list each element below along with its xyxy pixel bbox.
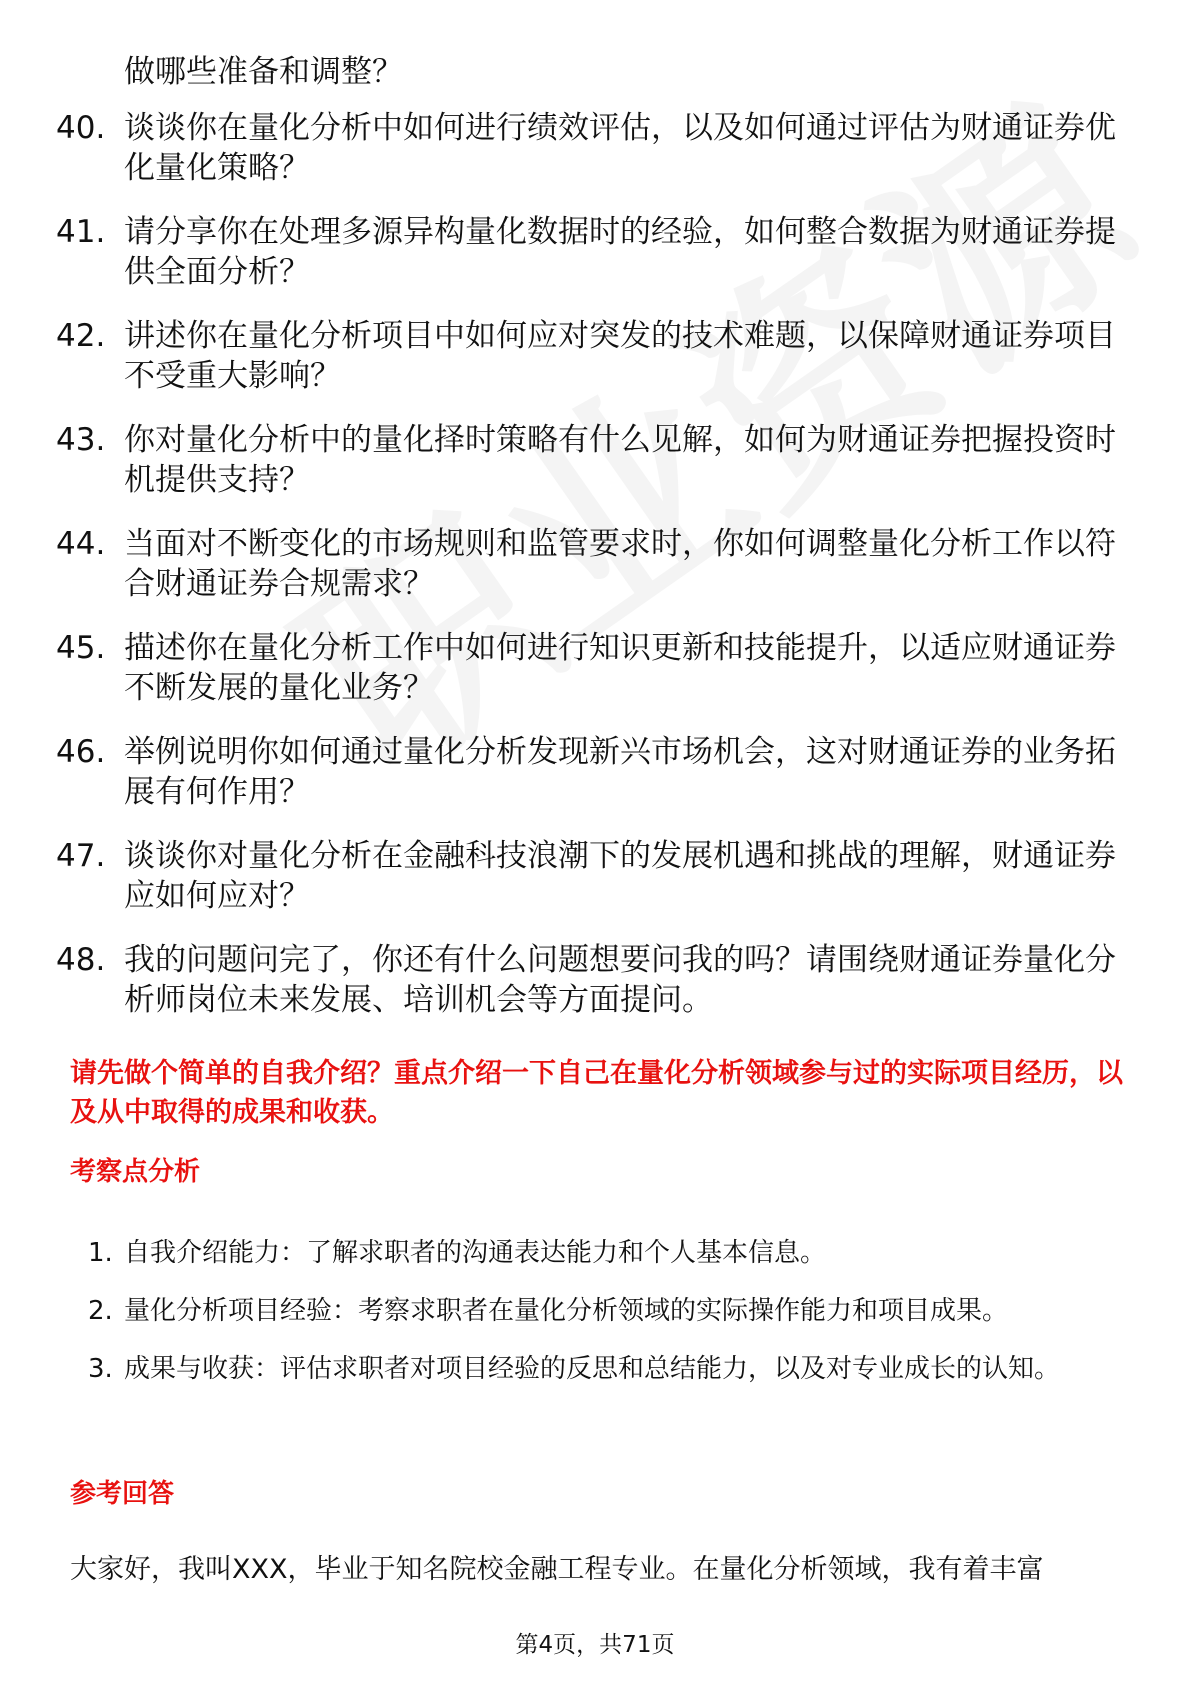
question-item bbox=[0, 628, 1120, 708]
question-number: 42. bbox=[56, 318, 106, 354]
question-item bbox=[0, 420, 1120, 500]
question-number: 48. bbox=[56, 942, 106, 978]
question-item bbox=[0, 316, 1120, 396]
question-number: 44. bbox=[56, 526, 106, 562]
question-item bbox=[0, 108, 1120, 188]
question-number: 41. bbox=[56, 214, 106, 250]
question-text: 举例说明你如何通过量化分析发现新兴市场机会，这对财通证券的业务拓展有何作用？ bbox=[124, 734, 1116, 810]
analysis-number: 2. bbox=[88, 1296, 113, 1326]
question-text: 我的问题问完了，你还有什么问题想要问我的吗？请围绕财通证券量化分析师岗位未来发展、培训机会等方面提问。 bbox=[124, 942, 1116, 1018]
question-item bbox=[0, 732, 1120, 812]
reference-heading: 参考回答 bbox=[70, 1479, 175, 1509]
analysis-item bbox=[0, 1283, 1120, 1339]
question-text: 当面对不断变化的市场规则和监管要求时，你如何调整量化分析工作以符合财通证券合规需求？ bbox=[124, 526, 1116, 602]
analysis-number: 1. bbox=[88, 1238, 113, 1268]
analysis-item bbox=[0, 1341, 1120, 1397]
question-item bbox=[0, 524, 1120, 604]
highlight-question: 请先做个简单的自我介绍？重点介绍一下自己在量化分析领域参与过的实际项目经历，以及从中取得的成果和收获。 bbox=[70, 1058, 1123, 1128]
continued-question-text: 做哪些准备和调整？ bbox=[124, 54, 403, 90]
analysis-text: 量化分析项目经验：考察求职者在量化分析领域的实际操作能力和项目成果。 bbox=[124, 1296, 1009, 1326]
question-text: 谈谈你在量化分析中如何进行绩效评估，以及如何通过评估为财通证券优化量化策略？ bbox=[124, 110, 1116, 186]
question-text: 请分享你在处理多源异构量化数据时的经验，如何整合数据为财通证券提供全面分析？ bbox=[124, 214, 1116, 290]
analysis-number: 3. bbox=[88, 1354, 113, 1384]
question-number: 43. bbox=[56, 422, 106, 458]
analysis-text: 成果与收获：评估求职者对项目经验的反思和总结能力，以及对专业成长的认知。 bbox=[124, 1354, 1061, 1384]
question-item bbox=[0, 940, 1120, 1020]
question-text: 谈谈你对量化分析在金融科技浪潮下的发展机遇和挑战的理解，财通证券应如何应对？ bbox=[124, 838, 1116, 914]
question-item bbox=[0, 836, 1120, 916]
analysis-text: 自我介绍能力：了解求职者的沟通表达能力和个人基本信息。 bbox=[124, 1238, 827, 1268]
question-number: 45. bbox=[56, 630, 106, 666]
question-number: 46. bbox=[56, 734, 106, 770]
question-text: 讲述你在量化分析项目中如何应对突发的技术难题，以保障财通证券项目不受重大影响？ bbox=[124, 318, 1116, 394]
question-number: 47. bbox=[56, 838, 106, 874]
analysis-heading: 考察点分析 bbox=[70, 1157, 201, 1187]
page-footer: 第4页，共71页 bbox=[515, 1632, 675, 1658]
analysis-item bbox=[0, 1225, 1120, 1281]
question-text: 描述你在量化分析工作中如何进行知识更新和技能提升，以适应财通证券不断发展的量化业务？ bbox=[124, 630, 1116, 706]
question-item bbox=[0, 212, 1120, 292]
reference-answer: 大家好，我叫XXX，毕业于知名院校金融工程专业。在量化分析领域，我有着丰富 bbox=[70, 1554, 1044, 1585]
question-list bbox=[0, 108, 1190, 1044]
question-number: 40. bbox=[56, 110, 106, 146]
analysis-list bbox=[0, 1225, 1190, 1399]
question-text: 你对量化分析中的量化择时策略有什么见解，如何为财通证券把握投资时机提供支持？ bbox=[124, 422, 1116, 498]
